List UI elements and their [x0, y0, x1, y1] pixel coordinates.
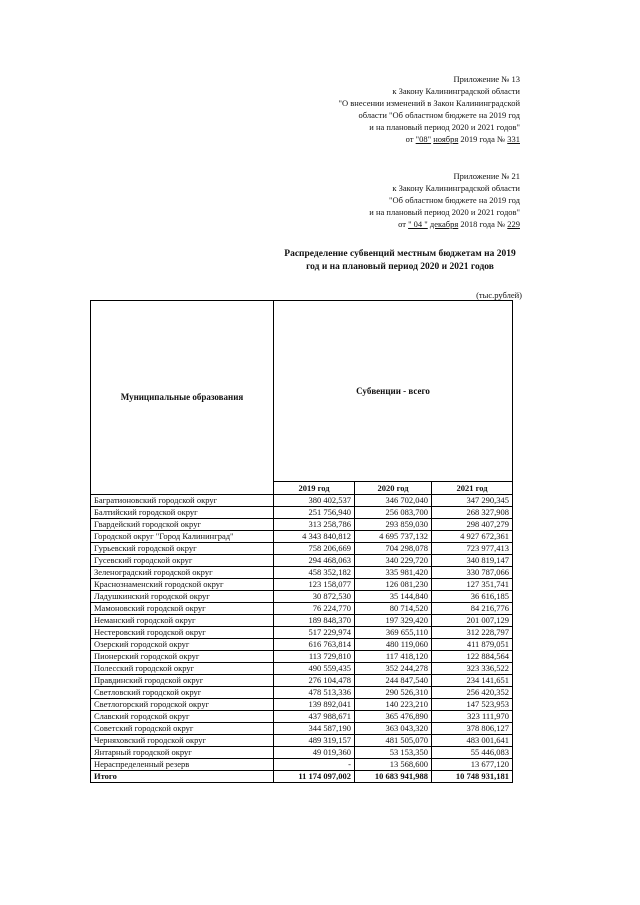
table-row — [91, 567, 513, 579]
table-header-row — [91, 301, 513, 482]
municipality-name: Пионерский городской округ — [91, 651, 274, 663]
value-2019: 478 513,336 — [274, 687, 355, 699]
value-2020: 53 153,350 — [355, 747, 432, 759]
annex-13-law-name-2: области "Об областном бюджете на 2019 год — [358, 110, 520, 120]
table-row — [91, 675, 513, 687]
value-2020: 13 568,600 — [355, 759, 432, 771]
value-2020: 140 223,210 — [355, 699, 432, 711]
table-row — [91, 639, 513, 651]
municipality-name: Светлогорский городской округ — [91, 699, 274, 711]
value-2021: 411 879,051 — [432, 639, 513, 651]
value-2021: 36 616,185 — [432, 591, 513, 603]
value-2021: 298 407,279 — [432, 519, 513, 531]
value-2019: 49 019,360 — [274, 747, 355, 759]
value-2021: 84 216,776 — [432, 603, 513, 615]
value-2019: 189 848,370 — [274, 615, 355, 627]
table-row — [91, 531, 513, 543]
value-2020: 480 119,060 — [355, 639, 432, 651]
total-2019: 11 174 097,002 — [274, 771, 355, 783]
table-row — [91, 591, 513, 603]
value-2019: 490 559,435 — [274, 663, 355, 675]
value-2019: 76 224,770 — [274, 603, 355, 615]
value-2021: 312 228,797 — [432, 627, 513, 639]
municipality-name: Балтийский городской округ — [91, 507, 274, 519]
value-2021: 201 007,129 — [432, 615, 513, 627]
value-2021: 268 327,908 — [432, 507, 513, 519]
value-2019: 294 468,063 — [274, 555, 355, 567]
municipality-name: Гвардейский городской округ — [91, 519, 274, 531]
table-row — [91, 543, 513, 555]
municipality-name: Славский городской округ — [91, 711, 274, 723]
value-2019: 123 158,077 — [274, 579, 355, 591]
annex-21-law-name-2: и на плановый период 2020 и 2021 годов" — [369, 207, 520, 217]
value-2020: 244 847,540 — [355, 675, 432, 687]
value-2020: 293 859,030 — [355, 519, 432, 531]
annex-13-header — [339, 73, 520, 145]
table-row — [91, 627, 513, 639]
annex-13-title: Приложение № 13 — [453, 74, 520, 84]
value-2019: 4 343 840,812 — [274, 531, 355, 543]
value-2021: 723 977,413 — [432, 543, 513, 555]
municipality-name: Гусевский городской округ — [91, 555, 274, 567]
value-2019: 251 756,940 — [274, 507, 355, 519]
table-row — [91, 723, 513, 735]
units-label: (тыс.рублей) — [476, 290, 522, 300]
table-row — [91, 711, 513, 723]
municipality-name: Краснознаменский городской округ — [91, 579, 274, 591]
subventions-table — [90, 300, 513, 783]
value-2021: 483 001,641 — [432, 735, 513, 747]
value-2020: 197 329,420 — [355, 615, 432, 627]
value-2019: 489 319,157 — [274, 735, 355, 747]
table-row — [91, 651, 513, 663]
value-2019: 437 988,671 — [274, 711, 355, 723]
value-2020: 126 081,230 — [355, 579, 432, 591]
value-2021: 234 141,651 — [432, 675, 513, 687]
table-row — [91, 519, 513, 531]
value-2020: 335 981,420 — [355, 567, 432, 579]
value-2020: 35 144,840 — [355, 591, 432, 603]
total-row — [91, 771, 513, 783]
municipality-name: Городской округ "Город Калининград" — [91, 531, 274, 543]
value-2019: 139 892,041 — [274, 699, 355, 711]
value-2021: 256 420,352 — [432, 687, 513, 699]
value-2020: 481 505,070 — [355, 735, 432, 747]
table-row — [91, 507, 513, 519]
municipality-name: Неманский городской округ — [91, 615, 274, 627]
municipality-name: Мамоновский городской округ — [91, 603, 274, 615]
value-2019: 517 229,974 — [274, 627, 355, 639]
table-row — [91, 579, 513, 591]
annex-21-law-name-1: "Об областном бюджете на 2019 год — [389, 195, 520, 205]
annex-21-title: Приложение № 21 — [453, 171, 520, 181]
value-2019: 458 352,182 — [274, 567, 355, 579]
annex-21-date: от " 04 " декабря 2018 года № 229 — [398, 219, 520, 229]
value-2019: 30 872,530 — [274, 591, 355, 603]
value-2021: 347 290,345 — [432, 495, 513, 507]
value-2019: - — [274, 759, 355, 771]
annex-13-date: от "08" ноября 2019 года № 331 — [405, 134, 520, 144]
value-2019: 380 402,537 — [274, 495, 355, 507]
value-2019: 758 206,669 — [274, 543, 355, 555]
table-row — [91, 687, 513, 699]
value-2021: 122 884,564 — [432, 651, 513, 663]
value-2019: 313 258,786 — [274, 519, 355, 531]
annex-21-header — [369, 170, 520, 230]
annex-13-law-name-1: "О внесении изменений в Закон Калининградской — [338, 98, 520, 108]
table-row — [91, 699, 513, 711]
municipality-name: Полесский городской округ — [91, 663, 274, 675]
table-row — [91, 555, 513, 567]
value-2021: 55 446,083 — [432, 747, 513, 759]
header-municipality: Муниципальные образования — [91, 301, 274, 495]
value-2019: 344 587,190 — [274, 723, 355, 735]
value-2020: 352 244,278 — [355, 663, 432, 675]
municipality-name: Ладушкинский городской округ — [91, 591, 274, 603]
value-2021: 4 927 672,361 — [432, 531, 513, 543]
total-label: Итого — [91, 771, 274, 783]
municipality-name: Зеленоградский городской округ — [91, 567, 274, 579]
value-2021: 323 111,970 — [432, 711, 513, 723]
value-2021: 340 819,147 — [432, 555, 513, 567]
annex-21-law: к Закону Калининградской области — [392, 183, 520, 193]
value-2020: 704 298,078 — [355, 543, 432, 555]
table-row — [91, 759, 513, 771]
table-row — [91, 603, 513, 615]
table-row — [91, 747, 513, 759]
value-2019: 276 104,478 — [274, 675, 355, 687]
annex-13-law: к Закону Калининградской области — [392, 86, 520, 96]
table-row — [91, 663, 513, 675]
value-2020: 365 476,890 — [355, 711, 432, 723]
header-subventions: Субвенции - всего — [274, 301, 513, 482]
value-2021: 323 336,522 — [432, 663, 513, 675]
table-row — [91, 735, 513, 747]
value-2020: 369 655,110 — [355, 627, 432, 639]
value-2020: 340 229,720 — [355, 555, 432, 567]
value-2021: 13 677,120 — [432, 759, 513, 771]
header-year-2019: 2019 год — [274, 482, 355, 495]
value-2021: 378 806,127 — [432, 723, 513, 735]
value-2019: 113 729,810 — [274, 651, 355, 663]
value-2021: 330 787,066 — [432, 567, 513, 579]
document-title: Распределение субвенций местным бюджетам на 2019 год и на плановый период 2020 и 2021 годов — [284, 249, 516, 272]
municipality-name: Нестеровский городской округ — [91, 627, 274, 639]
municipality-name: Янтарный городской округ — [91, 747, 274, 759]
value-2020: 363 043,320 — [355, 723, 432, 735]
municipality-name: Правдинский городской округ — [91, 675, 274, 687]
value-2020: 346 702,040 — [355, 495, 432, 507]
value-2021: 147 523,953 — [432, 699, 513, 711]
table-row — [91, 495, 513, 507]
municipality-name: Багратионовский городской округ — [91, 495, 274, 507]
municipality-name: Гурьевский городской округ — [91, 543, 274, 555]
municipality-name: Нераспределенный резерв — [91, 759, 274, 771]
municipality-name: Светловский городской округ — [91, 687, 274, 699]
total-2021: 10 748 931,181 — [432, 771, 513, 783]
value-2020: 4 695 737,132 — [355, 531, 432, 543]
municipality-name: Черняховский городской округ — [91, 735, 274, 747]
annex-13-law-name-3: и на плановый период 2020 и 2021 годов" — [369, 122, 520, 132]
municipality-name: Озерский городской округ — [91, 639, 274, 651]
value-2019: 616 763,814 — [274, 639, 355, 651]
header-year-2021: 2021 год — [432, 482, 513, 495]
header-year-2020: 2020 год — [355, 482, 432, 495]
value-2020: 290 526,310 — [355, 687, 432, 699]
value-2021: 127 351,741 — [432, 579, 513, 591]
value-2020: 80 714,520 — [355, 603, 432, 615]
value-2020: 117 418,120 — [355, 651, 432, 663]
table-row — [91, 615, 513, 627]
municipality-name: Советский городской округ — [91, 723, 274, 735]
total-2020: 10 683 941,988 — [355, 771, 432, 783]
value-2020: 256 083,700 — [355, 507, 432, 519]
